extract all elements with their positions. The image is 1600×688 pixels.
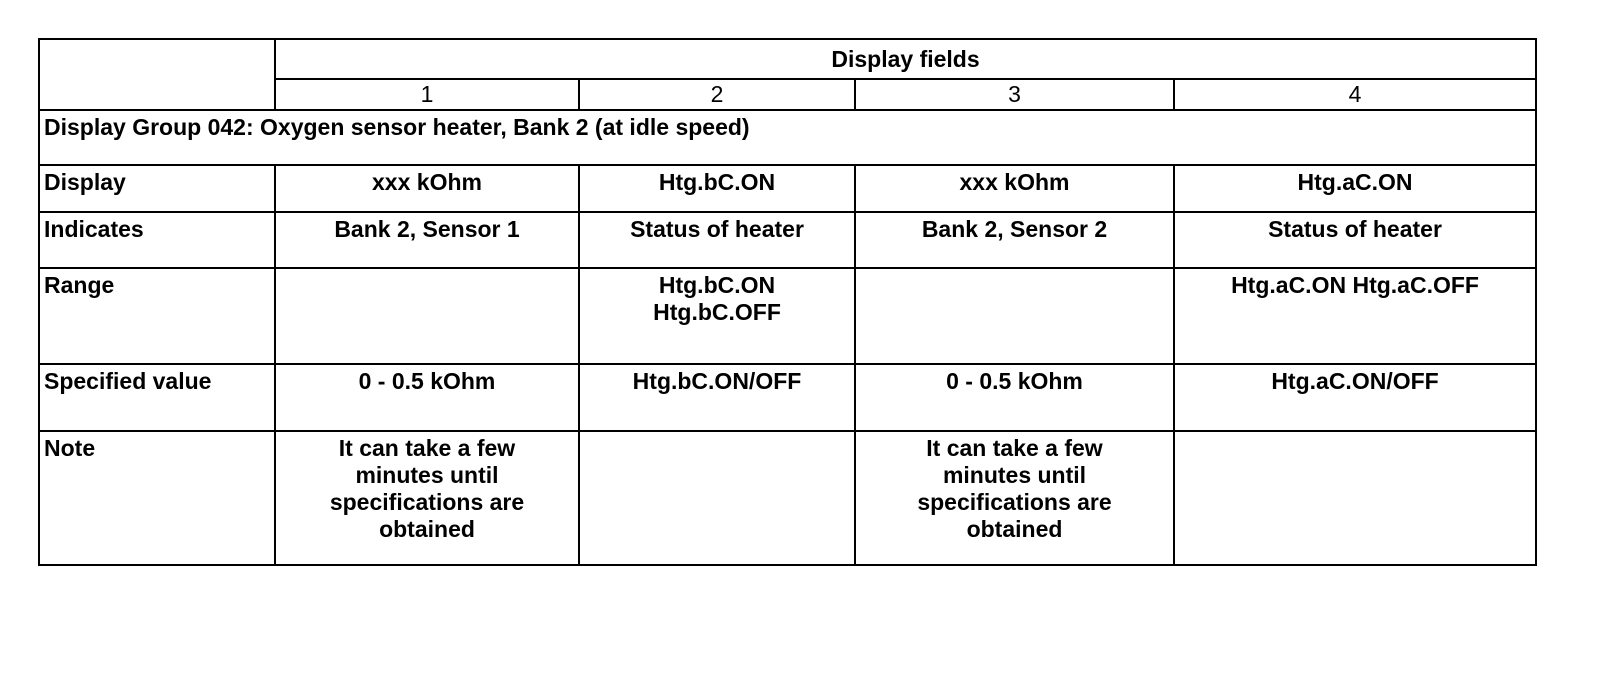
- table-cell: xxx kOhm: [855, 165, 1174, 212]
- field-number-3: 3: [855, 79, 1174, 110]
- group-title-row: [39, 110, 1536, 165]
- table-header-row: [39, 39, 1536, 79]
- row-label-note: Note: [39, 431, 275, 565]
- table-cell: Htg.aC.ON: [1174, 165, 1536, 212]
- table-cell: Status of heater: [1174, 212, 1536, 268]
- row-label-specified-value: Specified value: [39, 364, 275, 431]
- table-cell: [855, 268, 1174, 364]
- table-cell: Htg.aC.ON/OFF: [1174, 364, 1536, 431]
- table-row: [39, 212, 1536, 268]
- table-row: [39, 165, 1536, 212]
- table-cell: 0 - 0.5 kOhm: [275, 364, 579, 431]
- table-cell: xxx kOhm: [275, 165, 579, 212]
- table-cell: 0 - 0.5 kOhm: [855, 364, 1174, 431]
- group-title: Display Group 042: Oxygen sensor heater, Bank 2 (at idle speed): [39, 110, 1536, 165]
- display-fields-header: Display fields: [275, 39, 1536, 79]
- table-cell: Bank 2, Sensor 1: [275, 212, 579, 268]
- table-cell: [579, 431, 855, 565]
- field-number-2: 2: [579, 79, 855, 110]
- display-group-table: [38, 38, 1537, 566]
- table-row: [39, 431, 1536, 565]
- table-row: [39, 364, 1536, 431]
- table-cell: It can take a few minutes until specifications are obtained: [275, 431, 579, 565]
- table-cell: Htg.bC.ON Htg.bC.OFF: [579, 268, 855, 364]
- row-label-indicates: Indicates: [39, 212, 275, 268]
- table-cell: [275, 268, 579, 364]
- table-cell: Status of heater: [579, 212, 855, 268]
- table-cell: It can take a few minutes until specifications are obtained: [855, 431, 1174, 565]
- blank-corner-cell: [39, 39, 275, 110]
- table-cell: [1174, 431, 1536, 565]
- field-number-1: 1: [275, 79, 579, 110]
- table-cell: Bank 2, Sensor 2: [855, 212, 1174, 268]
- table-cell: Htg.bC.ON/OFF: [579, 364, 855, 431]
- table-cell: Htg.bC.ON: [579, 165, 855, 212]
- row-label-range: Range: [39, 268, 275, 364]
- row-label-display: Display: [39, 165, 275, 212]
- field-number-4: 4: [1174, 79, 1536, 110]
- table-cell: Htg.aC.ON Htg.aC.OFF: [1174, 268, 1536, 364]
- table-row: [39, 268, 1536, 364]
